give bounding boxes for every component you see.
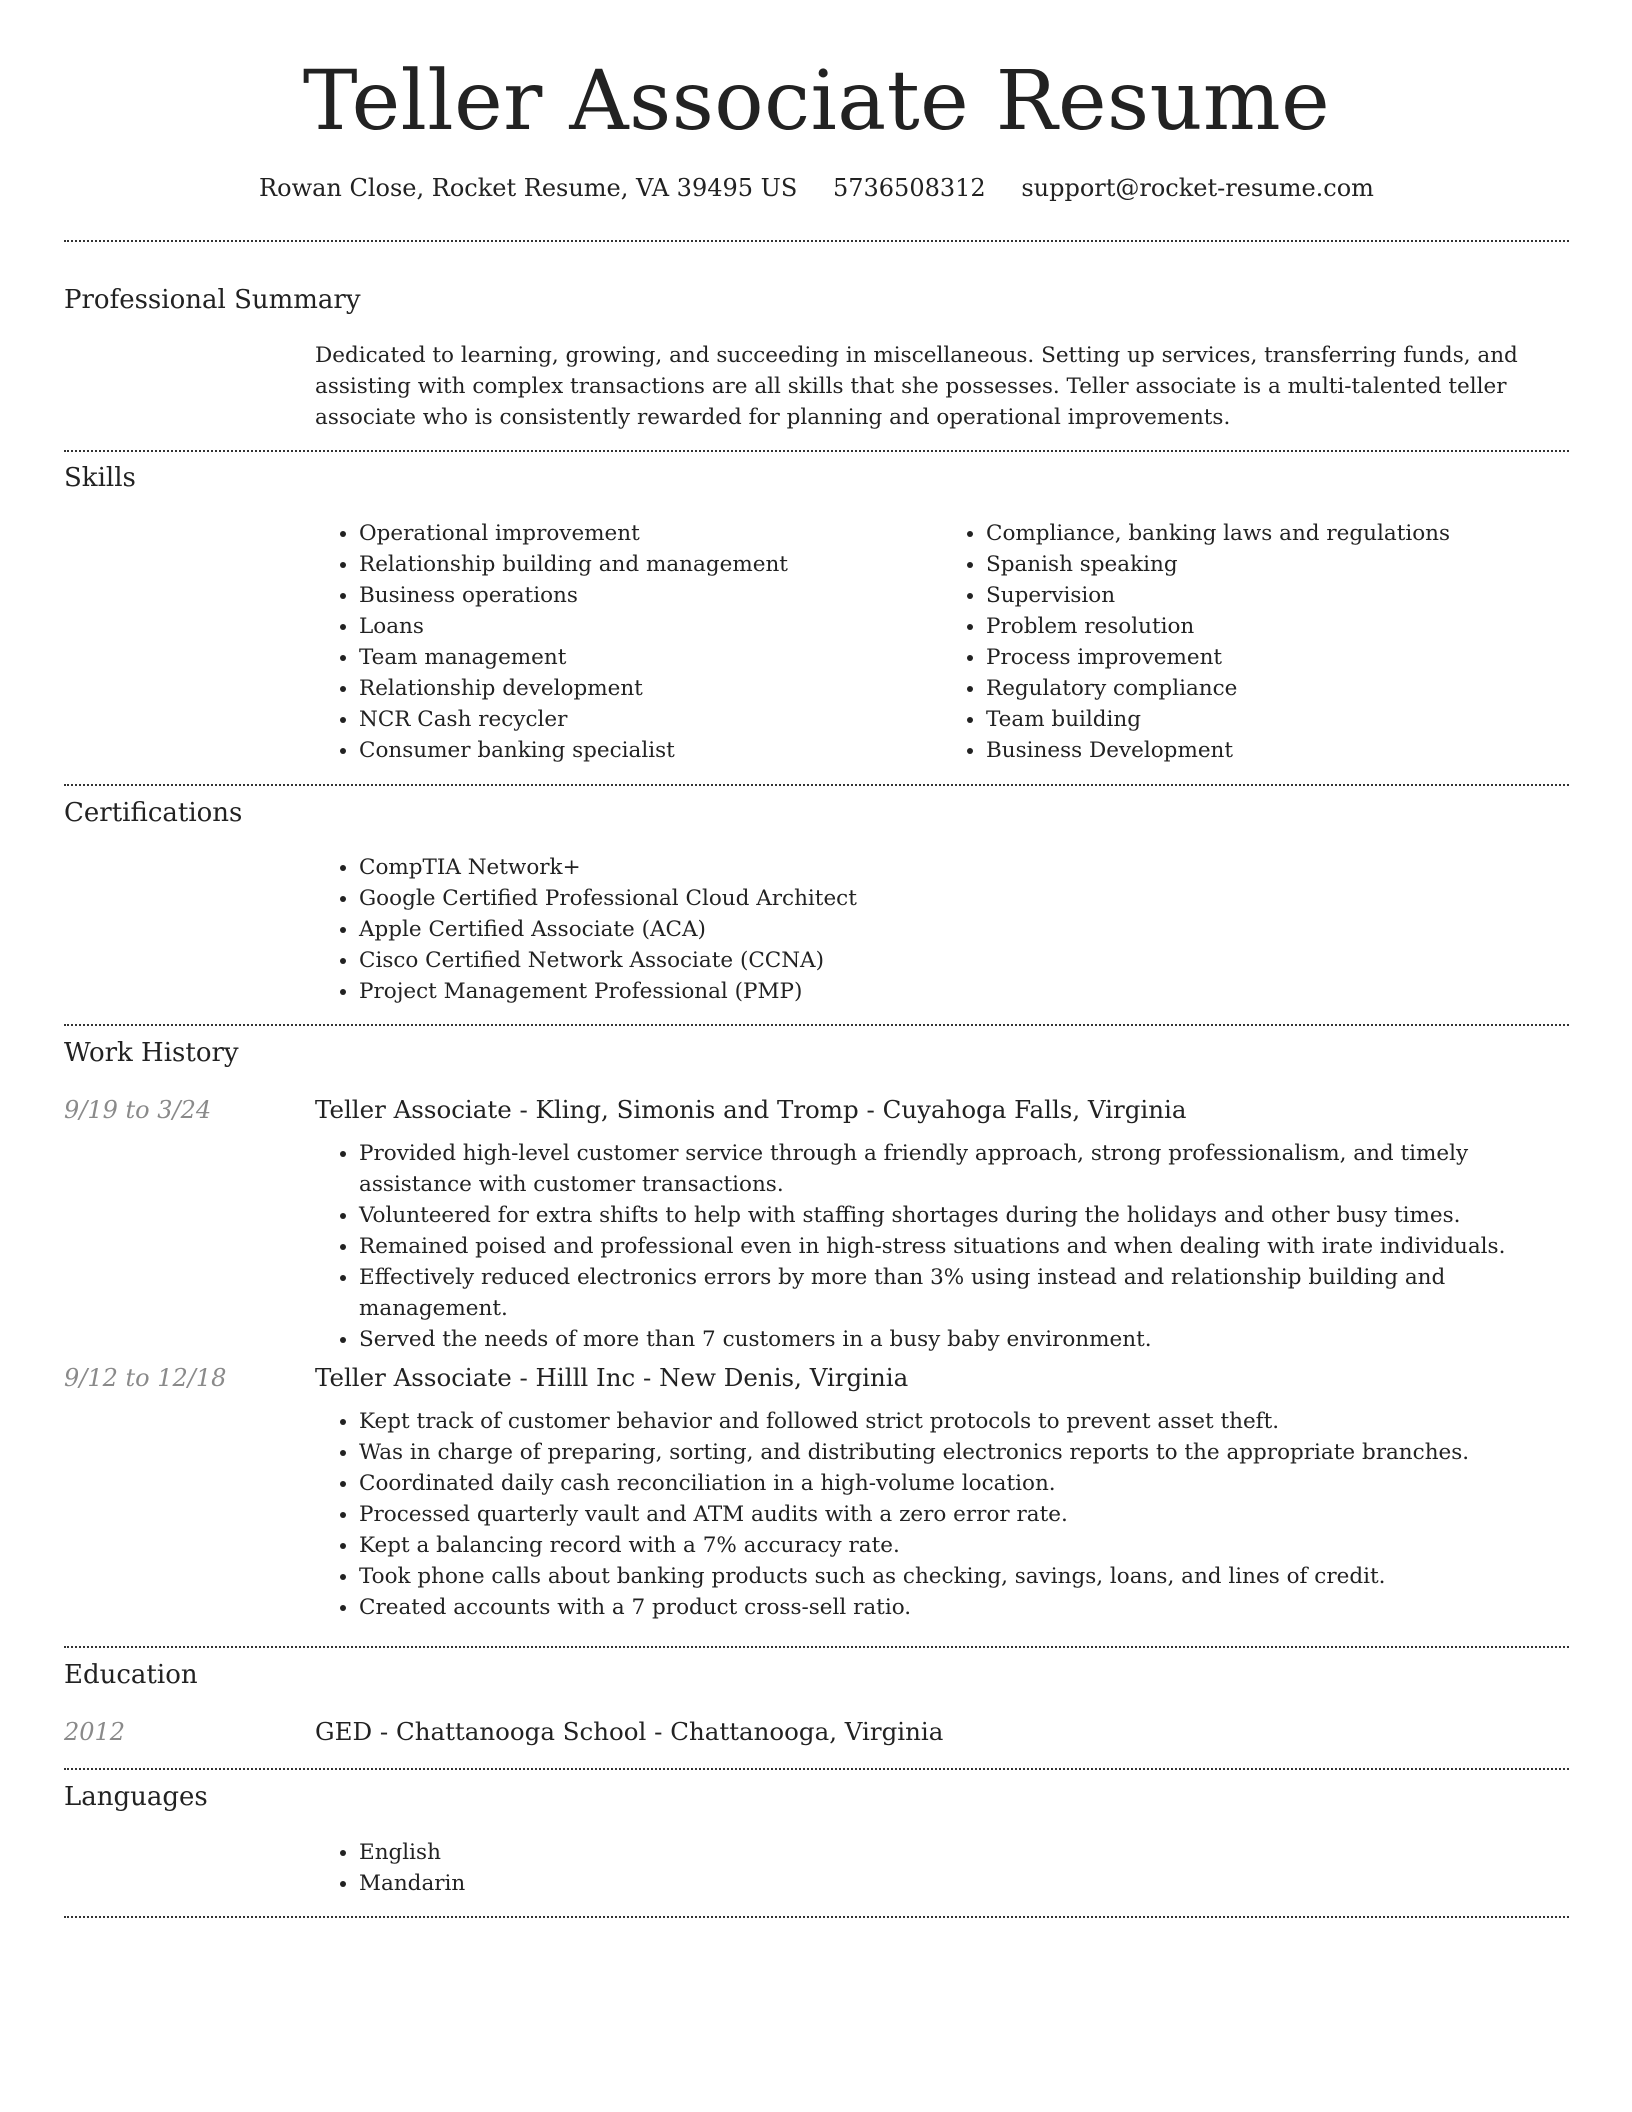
contact-email: support@rocket-resume.com: [1021, 174, 1374, 202]
job-title: Teller Associate - Kling, Simonis and Tromp - Cuyahoga Falls, Virginia: [315, 1095, 1187, 1124]
job-bullets: [315, 1138, 1569, 1355]
divider: [64, 1024, 1569, 1026]
list-item: • Kept track of customer behavior and followed strict protocols to prevent asset theft.: [359, 1406, 1569, 1437]
list-item: • Cisco Certified Network Associate (CCNA): [359, 945, 1569, 976]
divider: [64, 1916, 1569, 1918]
section-heading-skills: Skills: [64, 463, 136, 493]
list-item: • Spanish speaking: [986, 549, 1569, 580]
list-item: • Was in charge of preparing, sorting, and distributing electronics reports to the appropriate branches.: [359, 1437, 1569, 1468]
job-entry: [315, 1362, 1569, 1623]
job-dates: 9/19 to 3/24: [64, 1096, 212, 1124]
section-heading-languages: Languages: [64, 1782, 208, 1812]
contact-phone: 5736508312: [832, 174, 986, 202]
list-item: • Volunteered for extra shifts to help with staffing shortages during the holidays and other busy times.: [359, 1200, 1569, 1231]
job-bullets: [315, 1406, 1569, 1623]
list-item: • Team management: [359, 642, 942, 673]
list-item: • Served the needs of more than 7 customers in a busy baby environment.: [359, 1324, 1569, 1355]
contact-line: [64, 172, 1569, 204]
list-item: • Business operations: [359, 580, 942, 611]
list-item: • Relationship building and management: [359, 549, 942, 580]
languages-block: [315, 1837, 1569, 1899]
summary-text: Dedicated to learning, growing, and succeeding in miscellaneous. Setting up services, transferring funds, and assisting with complex transactions are all skills that she possesses. Teller associate is a multi-talented teller associate who is consistently rewarded for planning and operational improvements.: [315, 343, 1518, 430]
education-entry: [315, 1716, 1569, 1760]
list-item: • Team building: [986, 704, 1569, 735]
divider: [64, 240, 1569, 242]
list-item: • Google Certified Professional Cloud Architect: [359, 883, 1569, 914]
skills-list-left: [315, 518, 942, 766]
list-item: • Coordinated daily cash reconciliation in a high-volume location.: [359, 1468, 1569, 1499]
skills-list-right: [942, 518, 1569, 766]
list-item: • Mandarin: [359, 1868, 1569, 1899]
section-heading-work-history: Work History: [64, 1038, 239, 1068]
divider: [64, 1646, 1569, 1648]
list-item: • Provided high-level customer service through a friendly approach, strong professionalism, and timely assistance with customer transactions.: [359, 1138, 1569, 1200]
certifications-list: [315, 852, 1569, 1007]
list-item: • Business Development: [986, 735, 1569, 766]
section-heading-education: Education: [64, 1660, 198, 1690]
summary-block: [315, 340, 1569, 433]
list-item: • Project Management Professional (PMP): [359, 976, 1569, 1007]
list-item: • CompTIA Network+: [359, 852, 1569, 883]
list-item: • NCR Cash recycler: [359, 704, 942, 735]
job-title: Teller Associate - Hilll Inc - New Denis, Virginia: [315, 1363, 909, 1392]
list-item: • Relationship development: [359, 673, 942, 704]
education-degree: GED - Chattanooga School - Chattanooga, Virginia: [315, 1717, 944, 1746]
list-item: • Processed quarterly vault and ATM audits with a zero error rate.: [359, 1499, 1569, 1530]
list-item: • Kept a balancing record with a 7% accuracy rate.: [359, 1530, 1569, 1561]
contact-address: Rowan Close, Rocket Resume, VA 39495 US: [259, 174, 798, 202]
list-item: • Created accounts with a 7 product cross-sell ratio.: [359, 1592, 1569, 1623]
list-item: • English: [359, 1837, 1569, 1868]
list-item: • Problem resolution: [986, 611, 1569, 642]
list-item: • Effectively reduced electronics errors by more than 3% using instead and relationship building and management.: [359, 1262, 1569, 1324]
education-date: 2012: [64, 1718, 126, 1746]
skills-block: [315, 518, 1569, 766]
divider: [64, 450, 1569, 452]
divider: [64, 1768, 1569, 1770]
page-title: Teller Associate Resume: [302, 54, 1331, 149]
languages-list: [315, 1837, 1569, 1899]
job-entry: [315, 1094, 1569, 1355]
section-heading-certifications: Certifications: [64, 798, 243, 828]
certifications-block: [315, 852, 1569, 1007]
list-item: • Operational improvement: [359, 518, 942, 549]
list-item: • Compliance, banking laws and regulations: [986, 518, 1569, 549]
list-item: • Took phone calls about banking products such as checking, savings, loans, and lines of credit.: [359, 1561, 1569, 1592]
divider: [64, 784, 1569, 786]
list-item: • Process improvement: [986, 642, 1569, 673]
job-dates: 9/12 to 12/18: [64, 1364, 227, 1392]
list-item: • Remained poised and professional even in high-stress situations and when dealing with irate individuals.: [359, 1231, 1569, 1262]
list-item: • Loans: [359, 611, 942, 642]
list-item: • Apple Certified Associate (ACA): [359, 914, 1569, 945]
list-item: • Consumer banking specialist: [359, 735, 942, 766]
section-heading-summary: Professional Summary: [64, 285, 361, 315]
list-item: • Regulatory compliance: [986, 673, 1569, 704]
list-item: • Supervision: [986, 580, 1569, 611]
